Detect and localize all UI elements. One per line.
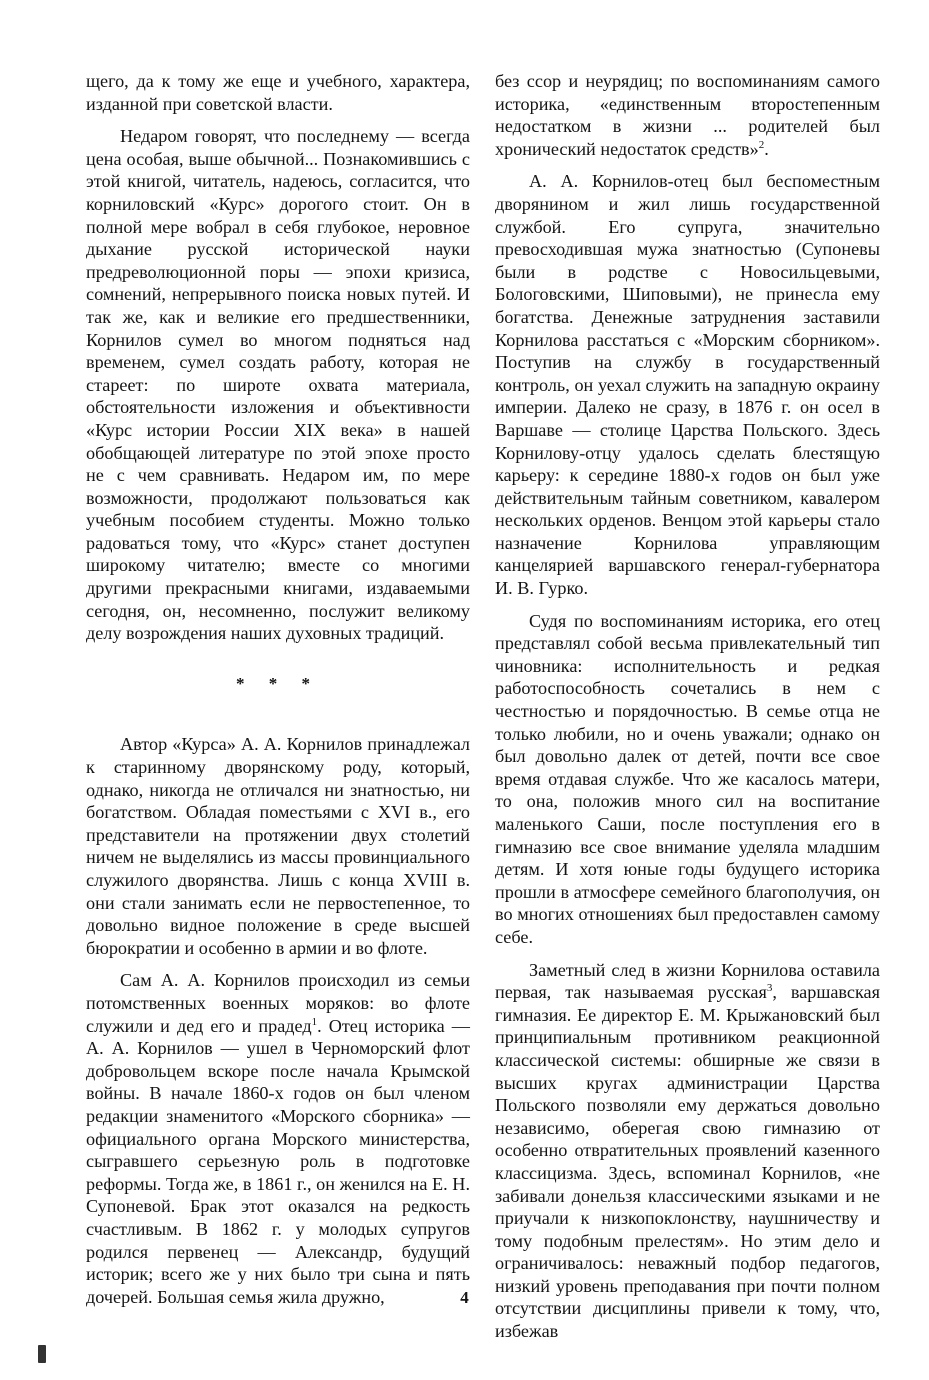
right-paragraph-2: А. А. Корнилов-отец был беспоместным дворянином и жил лишь государственной службой. Его супруга, значительно превосходившая мужа знатностью (Супоневы были в родстве с Новосильцевыми, Бологовскими, Шиповыми), не принесла ему богатства. Денежные затруднения заставили Корнилова расстаться с «Морским сборником». Поступив на службу в государственный контроль, он уехал служить на западную окраину империи. Далеко не сразу, в 1876 г. он осел в Варшаве — столице Царства Польского. Здесь Корнилову-отцу удалось сделать блестящую карьеру: к середине 1880-х годов он был уже действительным тайным советником, кавалером нескольких орденов. Венцом этой карьеры стало назначение Корнилова управляющим канцелярией варшавского генерал-губернатора И. В. Гурко. — [495, 171, 880, 599]
footnote-ref-1: 1 — [311, 1015, 318, 1028]
right-paragraph-4-text-a: Заметный след в жизни Корнилова оставила первая, так называемая русская — [495, 959, 880, 1003]
left-column — [86, 70, 470, 1308]
page-number: 4 — [460, 1288, 469, 1307]
footnote-ref-3: 3 — [766, 982, 773, 995]
scan-artifact-mark — [38, 1345, 46, 1363]
right-column — [495, 70, 880, 1343]
section-separator: * * * — [236, 673, 320, 693]
left-paragraph-4-text-b: . Отец историка — А. А. Корнилов — ушел в Черноморский флот добровольцем вскоре после начала Крымской войны. В начале 1860-х годов он был членом редакции знаменитого «Морского сборника» — официального органа Морского министерства, сыгравшего серьезную роль в подготовке реформы. Тогда же, в 1861 г., он женился на Е. Н. Супоневой. Брак этот оказался на редкость счастливым. В 1862 г. у молодых супругов родился первенец — Александр, будущий историк; всего же у них было три сына и пять дочерей. Большая семья жила дружно, — [86, 1015, 470, 1307]
right-paragraph-3: Судя по воспоминаниям историка, его отец представлял собой весьма привлекательный тип чиновника: исполнительность и редкая работоспособность сочетались в нем с честностью и порядочностью. В семье отца не только любили, но и очень уважали; однако он был довольно далек от детей, почти все свое время отдавая службе. Что же касалось матери, то она, положив много сил на воспитание маленького Саши, после поступления его в гимназию все свое внимание уделяла младшим детям. И хотя юные годы будущего историка прошли в атмосфере семейного благополучия, он во многих отношениях был предоставлен самому себе. — [495, 610, 880, 947]
right-paragraph-4-text-b: , варшавская гимназия. Ее директор Е. М. Крыжановский был принципиальным противником реакционной классической системы: обширные же связи в высших кругах администрации Царства Польского позволяли ему держаться довольно независимо, оберегая свою гимназию от особенно отвратительных проявлений казенного классицизма. Здесь, вспоминал Корнилов, «не забивали донельзя классическими языками и не приучали к низкопоклонству, наушничеству и тому подобным прелестям». Но этим дело и ограничивалось: неважный подбор педагогов, низкий уровень преподавания при почти полном отсутствии дисциплины привели к тому, что, избежав — [495, 982, 880, 1342]
right-paragraph-1 — [495, 70, 880, 160]
left-paragraph-3: Автор «Курса» А. А. Корнилов принадлежал к старинному дворянскому роду, который, однако, никогда не отличался ни знатностью, ни богатством. Обладая поместьями с XVI в., его представители на протяжении двух столетий ничем не выделялись из массы провинциального служилого дворянства. Лишь с конца XVIII в. они стали занимать если не первостепенное, то довольно видное положение в среде высшей бюрократии и особенно в армии и во флоте. — [86, 734, 470, 958]
footnote-ref-2: 2 — [758, 138, 765, 151]
right-paragraph-1-text-b: . — [764, 138, 769, 159]
right-paragraph-1-text-a: без ссор и неурядиц; по воспоминаниям самого историка, «единственным второстепенным недостатком в жизни ... родителей был хронический недостаток средств» — [495, 71, 880, 159]
left-paragraph-4 — [86, 969, 470, 1308]
right-paragraph-4 — [495, 959, 880, 1343]
left-paragraph-1: щего, да к тому же еще и учебного, характера, изданной при советской власти. — [86, 71, 470, 114]
left-paragraph-4-text-a: Сам А. А. Корнилов происходил из семьи потомственных военных моряков: во флоте служили и дед его и прадед — [86, 970, 470, 1036]
left-paragraph-2: Недаром говорят, что последнему — всегда цена особая, выше обычной... Познакомившись с этой книгой, читатель, надеюсь, согласится, что корниловский «Курс» дорогого стоит. Он в полной мере вобрал в себя глубокое, неровное дыхание русской исторической науки предреволюционной поры — эпохи кризиса, сомнений, непрерывного поиска новых путей. И так же, как и великие его предшественники, Корнилов сумел во многом подняться над временем, сумел создать работу, которая не стареет: по широте охвата материала, обстоятельности изложения и объективности «Курс истории России XIX века» в нашей обобщающей литературе по этой эпохе просто не с чем сравнивать. Недаром им, по мере возможности, продолжают пользоваться как учебным пособием студенты. Можно только радоваться тому, что «Курс» станет доступен широкому читателю; вместе со многими другими прекрасными книгами, издаваемыми сегодня, он, несомненно, послужит великому делу возрождения наших духовных традиций. — [86, 126, 470, 644]
